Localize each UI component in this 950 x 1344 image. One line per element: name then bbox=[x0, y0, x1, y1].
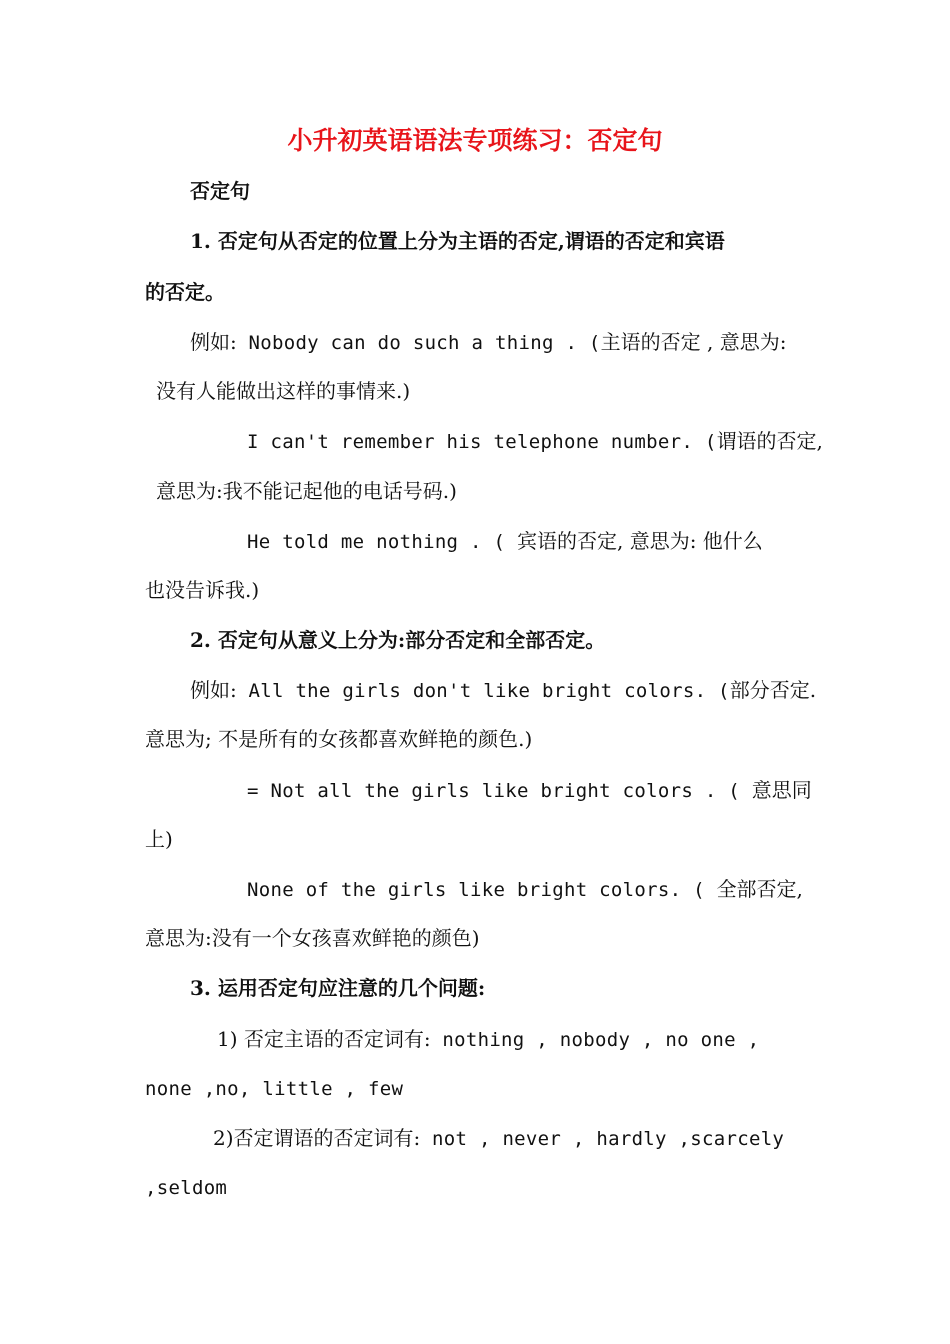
sec1-example-1: 例如: Nobody can do such a thing . (主语的否定 , 意思为: bbox=[190, 330, 787, 354]
sec2-example-2-cont: 上) bbox=[145, 827, 173, 851]
sec2-example-2: = Not all the girls like bright colors . ( 意思同 bbox=[247, 778, 812, 802]
sec1-example-1-cont: 没有人能做出这样的事情来.) bbox=[156, 379, 411, 403]
section-3-heading: 3. 运用否定句应注意的几个问题: bbox=[190, 976, 486, 1000]
sec2-example-3-cont: 意思为:没有一个女孩喜欢鲜艳的颜色) bbox=[145, 926, 480, 950]
sec3-item-1-cont: none ,no, little , few bbox=[145, 1078, 404, 1100]
sec2-example-1: 例如: All the girls don't like bright colors. (部分否定. bbox=[190, 678, 817, 702]
sec2-example-1-cont: 意思为; 不是所有的女孩都喜欢鲜艳的颜色.) bbox=[145, 727, 533, 751]
sec3-item-2-cont: ,seldom bbox=[145, 1177, 228, 1199]
sec3-item-1: 1) 否定主语的否定词有: nothing , nobody , no one , bbox=[217, 1027, 760, 1051]
section-1-heading: 1. 否定句从否定的位置上分为主语的否定,谓语的否定和宾语 bbox=[190, 229, 725, 253]
sec2-example-3: None of the girls like bright colors. ( 全部否定, bbox=[247, 877, 803, 901]
sec1-example-2-cont: 意思为:我不能记起他的电话号码.) bbox=[156, 479, 457, 503]
section-2-heading: 2. 否定句从意义上分为:部分否定和全部否定。 bbox=[190, 628, 606, 652]
sec1-example-2: I can't remember his telephone number. (谓语的否定, bbox=[247, 429, 823, 453]
sec1-example-3-cont: 也没告诉我.) bbox=[145, 578, 260, 602]
document-title: 小升初英语语法专项练习：否定句 bbox=[287, 126, 663, 155]
sec1-example-3: He told me nothing . ( 宾语的否定, 意思为: 他什么 bbox=[247, 529, 763, 553]
subtitle: 否定句 bbox=[190, 179, 250, 203]
section-1-heading-cont: 的否定。 bbox=[145, 280, 225, 304]
sec3-item-2: 2)否定谓语的否定词有: not , never , hardly ,scarcely bbox=[213, 1126, 785, 1150]
